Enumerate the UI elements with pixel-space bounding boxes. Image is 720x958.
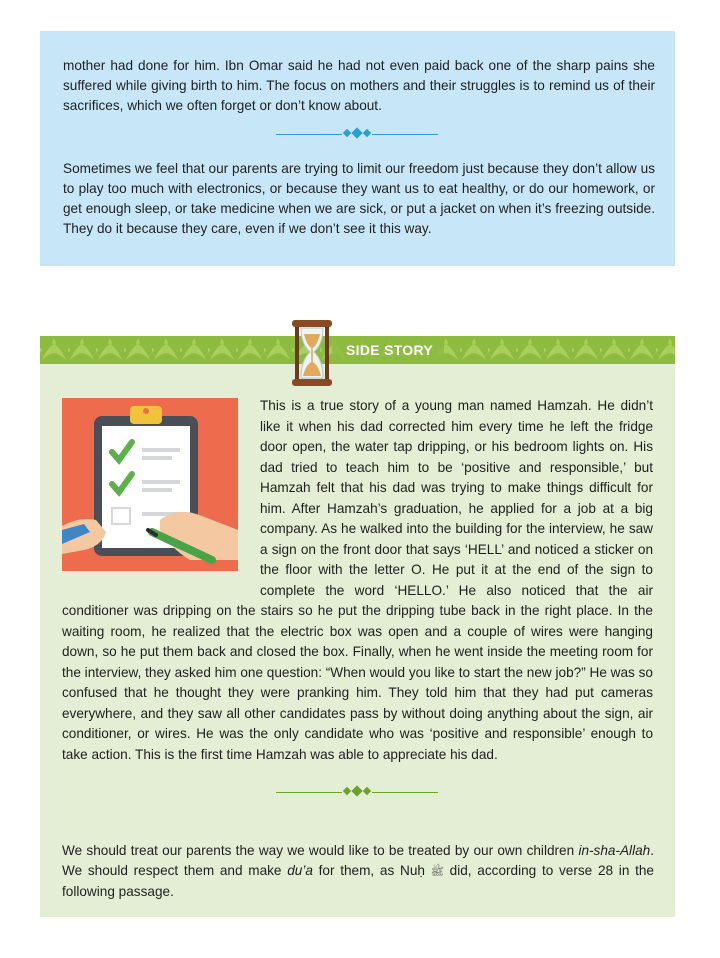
closing-italic-word: du’a bbox=[287, 863, 313, 878]
intro-paragraph-1: mother had done for him. Ibn Omar said he had not even paid back one of the sharp pains she suffered while giving birth to him. The focus on mothers and their struggles is to remind us of their sacrifices, which we often forget or don’t know about. bbox=[63, 58, 655, 113]
intro-paragraph-2: Sometimes we feel that our parents are trying to limit our freedom just because they don’t allow us to play too much with electronics, or because they want us to eat healthy, or do our homework, or get enough sleep, or take medicine when we are sick, or put a jacket on when it’s freezing outside. They do it because they care, even if we don’t see it this way. bbox=[63, 161, 655, 236]
side-story-text bbox=[62, 396, 653, 765]
section-divider bbox=[276, 786, 438, 798]
closing-paragraph: We should treat our parents the way we would like to be treated by our own children in-sha-Allah. We should respect them and make du’a for them, as Nuḥ ﷺ did, according to verse 28 in the following passage. bbox=[62, 843, 654, 899]
intro-box bbox=[40, 31, 675, 266]
honorific-symbol: ﷺ bbox=[430, 866, 444, 878]
section-divider bbox=[276, 128, 438, 140]
side-story-banner bbox=[40, 336, 675, 364]
hourglass-icon bbox=[288, 318, 336, 388]
side-story-body: This is a true story of a young man named Hamzah. He didn’t like it when his dad corrected him every time he left the fridge door open, the water tap dripping, or his bedroom lights on. His dad tried to teach him to be ‘positive and responsible,’ but Hamzah felt that his dad was trying to make things difficult for him. After Hamzah’s graduation, he applied for a job at a big company. As he walked into the building for the interview, he saw a sign on the front door that says ‘HELL’ and noticed a sticker on the floor with the letter O. He put it at the end of the sign to complete the word ‘HELLO.’ He also noticed that the air conditioner was dripping on the stairs so he put the dripping tube back in the right place. In the waiting room, he realized that the electric box was open and a couple of wires were hanging down, so he put them back and closed the box. Finally, when he went inside the meeting room for the interview, they asked him one question: “When would you like to start the new job?” He was so confused that he thought they were pranking him. They told him that they had put cameras everywhere, and they saw all other candidates pass by without doing anything about the sign, air conditioner, or wires. He was the only candidate who was ‘positive and responsible’ enough to take action. This is the first time Hamzah was able to appreciate his dad. bbox=[62, 398, 653, 762]
closing-italic-phrase: in-sha-Allah bbox=[578, 843, 651, 858]
side-story-title: SIDE STORY bbox=[346, 342, 434, 358]
side-story-box bbox=[40, 336, 675, 917]
